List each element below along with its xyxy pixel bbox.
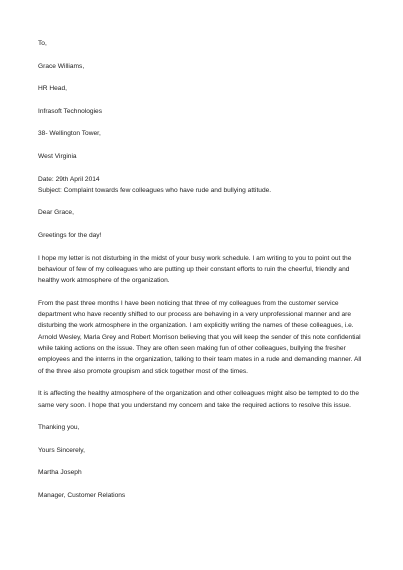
state-name: West Virginia (38, 152, 77, 160)
company-name: Infrasoft Technologies (38, 107, 103, 115)
thanks-line: Thanking you, (38, 424, 80, 432)
recipient-name: Grace Williams, (38, 62, 85, 70)
greeting: Greetings for the day! (38, 232, 102, 240)
recipient-title: HR Head, (38, 85, 67, 93)
salutation: Dear Grace, (38, 209, 74, 217)
address-to: To, (38, 40, 47, 47)
sender-title: Manager, Customer Relations (38, 491, 126, 499)
sender-name: Martha Joseph (38, 469, 82, 477)
letter-body (38, 38, 368, 501)
closing-line: Yours Sincerely, (38, 446, 85, 454)
paragraph-1: I hope my letter is not disturbing in the midst of your busy work schedule. I am writing to you to point out the behaviour of few of my colleagues who are putting up their constant efforts to ruin the cheerful, friendly and healthy work atmosphere of the organization. (38, 254, 352, 285)
street-address: 38- Wellington Tower, (38, 130, 101, 138)
letter-date: Date: 29th April 2014 (38, 175, 100, 183)
paragraph-2: From the past three months I have been noticing that three of my colleagues from the customer service department who have recently shifted to our process are behaving in a very unprofessional manner and are disturbing the work atmosphere in the organization. I am explicitly writing the names of these colleagues, i.e. Arnold Wesley, Marla Grey and Robert Morrison believing that you will keep the sender of this note confidential while taking actions on the issue. They are often seen making fun of other colleagues, bullying the fresher employees and the interns in the organization, talking to their team mates in a rude and demanding manner. All of the three also promote groupism and stick together most of the times. (38, 299, 362, 375)
paragraph-3: It is affecting the healthy atmosphere of the organization and other colleagues might also be tempted to do the same very soon. I hope that you understand my concern and take the required actions to resolve this issue. (38, 390, 359, 409)
letter-subject: Subject: Complaint towards few colleagues who have rude and bullying attitude. (38, 186, 272, 194)
